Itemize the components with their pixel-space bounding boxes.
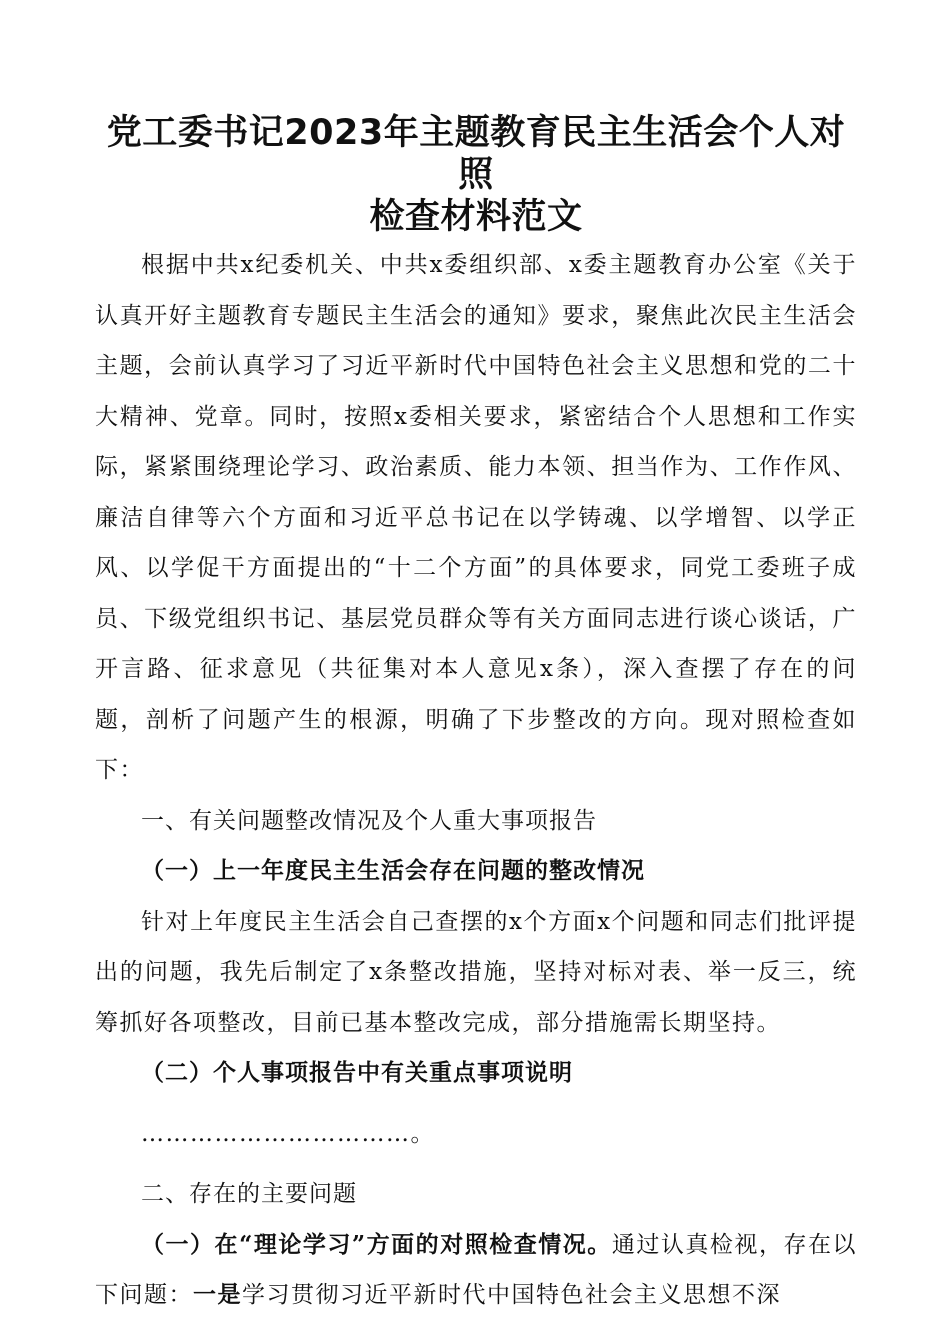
section-1-subheading-2: （二）个人事项报告中有关重点事项说明 (141, 1060, 573, 1086)
section-1-heading: 一、有关问题整改情况及个人重大事项报告 (141, 807, 597, 834)
section-2-sub-1-text-b: 学习贯彻习近平新时代中国特色社会主义思想不深 (242, 1282, 781, 1308)
section-2-sub-1-paragraph (95, 1220, 857, 1321)
document-title (95, 112, 857, 238)
section-2-heading: 二、存在的主要问题 (141, 1181, 357, 1207)
title-line-1: 党工委书记2023年主题教育民主生活会个人对照 (106, 113, 846, 195)
document-page (95, 112, 857, 1321)
section-2-sub-1-lead: （一）在“理论学习”方面的对照检查情况。 (141, 1230, 612, 1258)
section-1-sub-2-body: ……………………………。 (141, 1120, 435, 1147)
section-2-sub-1-point-label: 一是 (193, 1281, 242, 1308)
title-line-2: 检查材料范文 (369, 197, 583, 237)
section-2-sub-1-text-a: 通过认真检视，存在以下问题： (95, 1231, 857, 1308)
section-1-sub-1-body: 针对上年度民主生活会自己查摆的x个方面x个问题和同志们批评提出的问题，我先后制定了x条整改措施，坚持对标对表、举一反三，统筹抓好各项整改，目前已基本整改完成，部分措施需长期坚持。 (95, 908, 857, 1036)
intro-paragraph: 根据中共x纪委机关、中共x委组织部、x委主题教育办公室《关于认真开好主题教育专题民主生活会的通知》要求，聚焦此次民主生活会主题，会前认真学习了习近平新时代中国特色社会主义思想和党的二十大精神、党章。同时，按照x委相关要求，紧密结合个人思想和工作实际，紧紧围绕理论学习、政治素质、能力本领、担当作为、工作作风、廉洁自律等六个方面和习近平总书记在以学铸魂、以学增智、以学正风、以学促干方面提出的“十二个方面”的具体要求，同党工委班子成员、下级党组织书记、基层党员群众等有关方面同志进行谈心谈话，广开言路、征求意见（共征集对本人意见x条），深入查摆了存在的问题，剖析了问题产生的根源，明确了下步整改的方向。现对照检查如下： (95, 252, 857, 783)
section-1-subheading-1: （一）上一年度民主生活会存在问题的整改情况 (141, 858, 645, 884)
